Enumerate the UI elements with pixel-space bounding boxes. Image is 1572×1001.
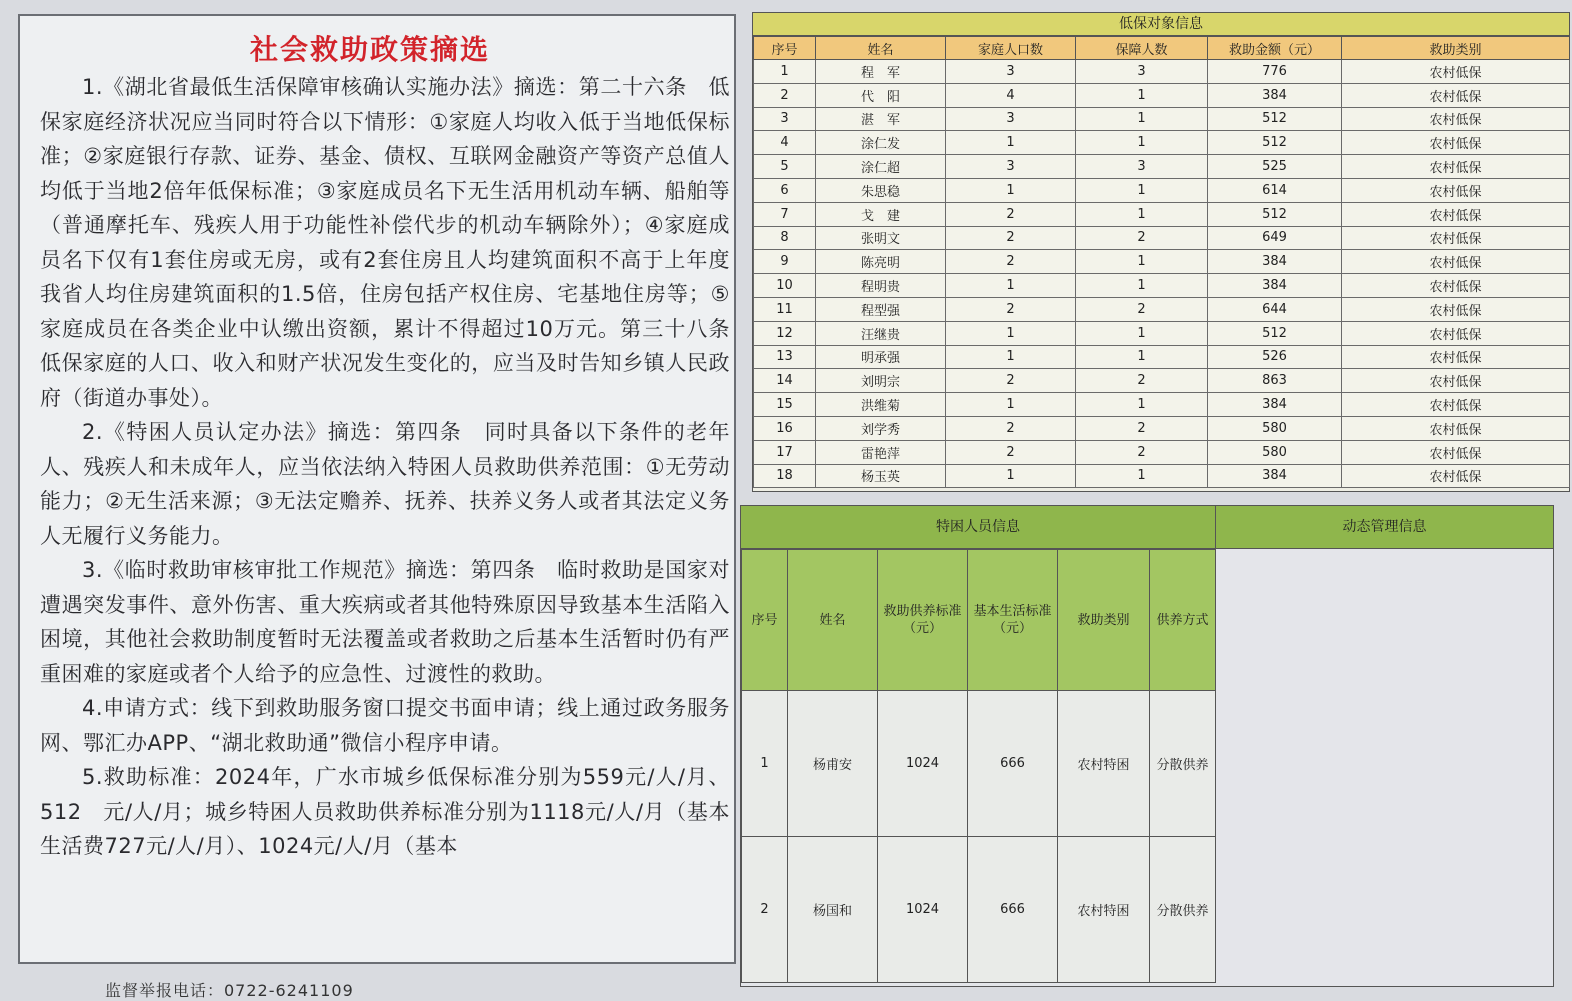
table-cell: 4 xyxy=(754,131,816,155)
policy-paragraph-5: 5.救助标准：2024年，广水市城乡低保标准分别为559元/人/月、512 元/人/月；城乡特困人员救助供养标准分别为1118元/人/月（基本生活费727元/人/月）、1024元/人/月（基本 xyxy=(40,765,730,858)
policy-paragraph-2: 2.《特困人员认定办法》摘选：第四条 同时具备以下条件的老年人、残疾人和未成年人，应当依法纳入特困人员救助供养范围：①无劳动能力；②无生活来源；③无法定赡养、抚养、扶养义务人或者其法定义务人无履行义务能力。 xyxy=(40,420,730,548)
tekun-panel xyxy=(740,505,1554,987)
table-cell: 农村特困 xyxy=(1058,691,1150,837)
table-cell: 384 xyxy=(1208,83,1342,107)
table-cell: 6 xyxy=(754,178,816,202)
column-header: 保障人数 xyxy=(1076,37,1208,60)
table-cell: 1 xyxy=(1076,178,1208,202)
table-row xyxy=(754,131,1570,155)
dibao-body xyxy=(754,60,1570,488)
table-cell: 1 xyxy=(946,464,1076,488)
table-cell: 程 军 xyxy=(816,60,946,84)
table-cell: 644 xyxy=(1208,297,1342,321)
table-cell: 朱思稳 xyxy=(816,178,946,202)
table-cell: 580 xyxy=(1208,416,1342,440)
table-cell: 776 xyxy=(1208,60,1342,84)
table-cell: 666 xyxy=(968,837,1058,983)
policy-poster xyxy=(18,14,752,964)
table-cell: 525 xyxy=(1208,155,1342,179)
table-row xyxy=(754,226,1570,250)
tekun-caption: 特困人员信息 xyxy=(741,506,1216,549)
column-header: 家庭人口数 xyxy=(946,37,1076,60)
table-cell: 10 xyxy=(754,274,816,298)
table-cell: 农村低保 xyxy=(1342,131,1570,155)
table-cell: 14 xyxy=(754,369,816,393)
table-cell: 2 xyxy=(946,369,1076,393)
table-cell: 512 xyxy=(1208,131,1342,155)
table-cell: 陈亮明 xyxy=(816,250,946,274)
table-cell: 戈 建 xyxy=(816,202,946,226)
policy-title: 社会救助政策摘选 xyxy=(249,33,490,66)
table-cell: 3 xyxy=(946,60,1076,84)
column-header: 姓名 xyxy=(816,37,946,60)
table-cell: 1 xyxy=(1076,250,1208,274)
table-cell: 明承强 xyxy=(816,345,946,369)
table-row xyxy=(742,837,1216,983)
table-cell: 2 xyxy=(1076,226,1208,250)
policy-paragraph-4: 4.申请方式：线下到救助服务窗口提交书面申请；线上通过政务服务网、鄂汇办APP、“湖北救助通”微信小程序申请。 xyxy=(40,696,730,755)
table-cell: 384 xyxy=(1208,274,1342,298)
table-row xyxy=(754,178,1570,202)
table-cell: 3 xyxy=(1076,155,1208,179)
table-row xyxy=(754,393,1570,417)
table-row xyxy=(754,464,1570,488)
dibao-caption: 低保对象信息 xyxy=(753,13,1569,36)
hotline-text: 监督举报电话：0722-6241109 xyxy=(105,981,354,1000)
tekun-table xyxy=(741,549,1216,983)
table-cell: 2 xyxy=(754,83,816,107)
table-row xyxy=(754,202,1570,226)
table-cell: 1 xyxy=(946,321,1076,345)
table-cell: 杨国和 xyxy=(788,837,878,983)
table-cell: 18 xyxy=(754,464,816,488)
table-cell: 13 xyxy=(754,345,816,369)
table-cell: 1024 xyxy=(878,691,968,837)
table-cell: 农村低保 xyxy=(1342,464,1570,488)
table-cell: 程型强 xyxy=(816,297,946,321)
table-cell: 11 xyxy=(754,297,816,321)
tekun-body xyxy=(742,691,1216,983)
table-cell: 666 xyxy=(968,691,1058,837)
table-cell: 农村低保 xyxy=(1342,297,1570,321)
table-cell: 649 xyxy=(1208,226,1342,250)
table-cell: 384 xyxy=(1208,393,1342,417)
table-cell: 1 xyxy=(1076,393,1208,417)
table-cell: 农村低保 xyxy=(1342,226,1570,250)
table-cell: 汪继贵 xyxy=(816,321,946,345)
table-cell: 8 xyxy=(754,226,816,250)
table-row xyxy=(742,691,1216,837)
table-cell: 3 xyxy=(946,107,1076,131)
table-cell: 1 xyxy=(1076,321,1208,345)
column-header: 姓名 xyxy=(788,550,878,691)
table-cell: 2 xyxy=(946,416,1076,440)
table-cell: 1 xyxy=(946,131,1076,155)
column-header: 序号 xyxy=(742,550,788,691)
column-header: 救助供养标准（元） xyxy=(878,550,968,691)
table-cell: 12 xyxy=(754,321,816,345)
column-header: 基本生活标准（元） xyxy=(968,550,1058,691)
table-cell: 代 阳 xyxy=(816,83,946,107)
table-cell: 湛 军 xyxy=(816,107,946,131)
table-cell: 农村低保 xyxy=(1342,83,1570,107)
table-row xyxy=(754,60,1570,84)
table-cell: 分散供养 xyxy=(1150,837,1216,983)
table-cell: 1 xyxy=(946,345,1076,369)
table-cell: 614 xyxy=(1208,178,1342,202)
table-cell: 农村低保 xyxy=(1342,202,1570,226)
table-cell: 农村低保 xyxy=(1342,369,1570,393)
table-cell: 1 xyxy=(754,60,816,84)
table-cell: 农村特困 xyxy=(1058,837,1150,983)
table-cell: 2 xyxy=(946,250,1076,274)
table-cell: 2 xyxy=(1076,416,1208,440)
table-cell: 农村低保 xyxy=(1342,321,1570,345)
dynamic-management-caption: 动态管理信息 xyxy=(1216,506,1553,549)
table-row xyxy=(754,250,1570,274)
column-header: 序号 xyxy=(754,37,816,60)
table-cell: 2 xyxy=(946,202,1076,226)
table-cell: 1 xyxy=(1076,345,1208,369)
table-cell: 2 xyxy=(1076,297,1208,321)
dibao-table xyxy=(753,36,1570,488)
table-cell: 1 xyxy=(946,274,1076,298)
policy-paragraph-3: 3.《临时救助审核审批工作规范》摘选：第四条 临时救助是国家对遭遇突发事件、意外伤害、重大疾病或者其他特殊原因导致基本生活陷入困境，其他社会救助制度暂时无法覆盖或者救助之后基本生活暂时仍有严重困难的家庭或者个人给予的应急性、过渡性的救助。 xyxy=(40,558,730,686)
table-cell: 2 xyxy=(946,297,1076,321)
table-cell: 2 xyxy=(946,226,1076,250)
table-row xyxy=(754,274,1570,298)
table-row xyxy=(754,297,1570,321)
table-cell: 5 xyxy=(754,155,816,179)
table-cell: 526 xyxy=(1208,345,1342,369)
table-cell: 1 xyxy=(946,178,1076,202)
column-header: 救助类别 xyxy=(1058,550,1150,691)
table-cell: 2 xyxy=(1076,369,1208,393)
table-cell: 1 xyxy=(1076,202,1208,226)
dibao-panel xyxy=(752,12,1570,492)
table-cell: 农村低保 xyxy=(1342,440,1570,464)
table-cell: 7 xyxy=(754,202,816,226)
table-cell: 农村低保 xyxy=(1342,155,1570,179)
table-cell: 17 xyxy=(754,440,816,464)
table-cell: 刘学秀 xyxy=(816,416,946,440)
table-cell: 512 xyxy=(1208,321,1342,345)
table-cell: 程明贵 xyxy=(816,274,946,298)
table-cell: 1 xyxy=(1076,274,1208,298)
table-cell: 1 xyxy=(1076,107,1208,131)
table-cell: 刘明宗 xyxy=(816,369,946,393)
policy-paragraph-1: 1.《湖北省最低生活保障审核确认实施办法》摘选：第二十六条 低保家庭经济状况应当同时符合以下情形：①家庭人均收入低于当地低保标准；②家庭银行存款、证券、基金、债权、互联网金融资产等资产总值人均低于当地2倍年低保标准；③家庭成员名下无生活用机动车辆、船舶等（普通摩托车、残疾人用于功能性补偿代步的机动车辆除外）；④家庭成员名下仅有1套住房或无房，或有2套住房且人均建筑面积不高于上年度我省人均住房建筑面积的1.5倍，住房包括产权住房、宅基地住房等；⑤家庭成员在各类企业中认缴出资额，累计不得超过10万元。第三十八条 低保家庭的人口、收入和财产状况发生变化的，应当及时告知乡镇人民政府（街道办事处）。 xyxy=(40,75,752,410)
table-cell: 2 xyxy=(946,440,1076,464)
table-cell: 农村低保 xyxy=(1342,345,1570,369)
table-cell: 张明文 xyxy=(816,226,946,250)
table-cell: 15 xyxy=(754,393,816,417)
column-header: 供养方式 xyxy=(1150,550,1216,691)
table-row xyxy=(754,321,1570,345)
dynamic-management-body xyxy=(1216,549,1553,986)
table-cell: 1024 xyxy=(878,837,968,983)
table-row xyxy=(754,107,1570,131)
table-cell: 580 xyxy=(1208,440,1342,464)
table-cell: 1 xyxy=(1076,464,1208,488)
table-cell: 雷艳萍 xyxy=(816,440,946,464)
table-cell: 3 xyxy=(946,155,1076,179)
table-cell: 16 xyxy=(754,416,816,440)
table-cell: 洪维菊 xyxy=(816,393,946,417)
table-cell: 512 xyxy=(1208,107,1342,131)
table-cell: 3 xyxy=(754,107,816,131)
tekun-header-row xyxy=(742,550,1216,691)
table-cell: 1 xyxy=(1076,83,1208,107)
table-cell: 农村低保 xyxy=(1342,178,1570,202)
table-cell: 1 xyxy=(742,691,788,837)
table-cell: 农村低保 xyxy=(1342,393,1570,417)
dibao-header-row xyxy=(754,37,1570,60)
table-cell: 384 xyxy=(1208,464,1342,488)
table-row xyxy=(754,440,1570,464)
table-cell: 3 xyxy=(1076,60,1208,84)
table-cell: 杨玉英 xyxy=(816,464,946,488)
table-cell: 4 xyxy=(946,83,1076,107)
table-cell: 2 xyxy=(742,837,788,983)
table-cell: 涂仁超 xyxy=(816,155,946,179)
table-cell: 512 xyxy=(1208,202,1342,226)
table-cell: 1 xyxy=(1076,131,1208,155)
table-row xyxy=(754,369,1570,393)
column-header: 救助金额（元） xyxy=(1208,37,1342,60)
column-header: 救助类别 xyxy=(1342,37,1570,60)
table-row xyxy=(754,416,1570,440)
table-row xyxy=(754,155,1570,179)
table-cell: 863 xyxy=(1208,369,1342,393)
table-row xyxy=(754,345,1570,369)
table-cell: 分散供养 xyxy=(1150,691,1216,837)
table-cell: 农村低保 xyxy=(1342,416,1570,440)
table-cell: 1 xyxy=(946,393,1076,417)
table-cell: 农村低保 xyxy=(1342,274,1570,298)
table-cell: 9 xyxy=(754,250,816,274)
table-row xyxy=(754,83,1570,107)
table-cell: 2 xyxy=(1076,440,1208,464)
table-cell: 384 xyxy=(1208,250,1342,274)
table-cell: 农村低保 xyxy=(1342,250,1570,274)
table-cell: 农村低保 xyxy=(1342,60,1570,84)
table-cell: 农村低保 xyxy=(1342,107,1570,131)
table-cell: 杨甫安 xyxy=(788,691,878,837)
table-cell: 涂仁发 xyxy=(816,131,946,155)
policy-text xyxy=(40,70,752,864)
